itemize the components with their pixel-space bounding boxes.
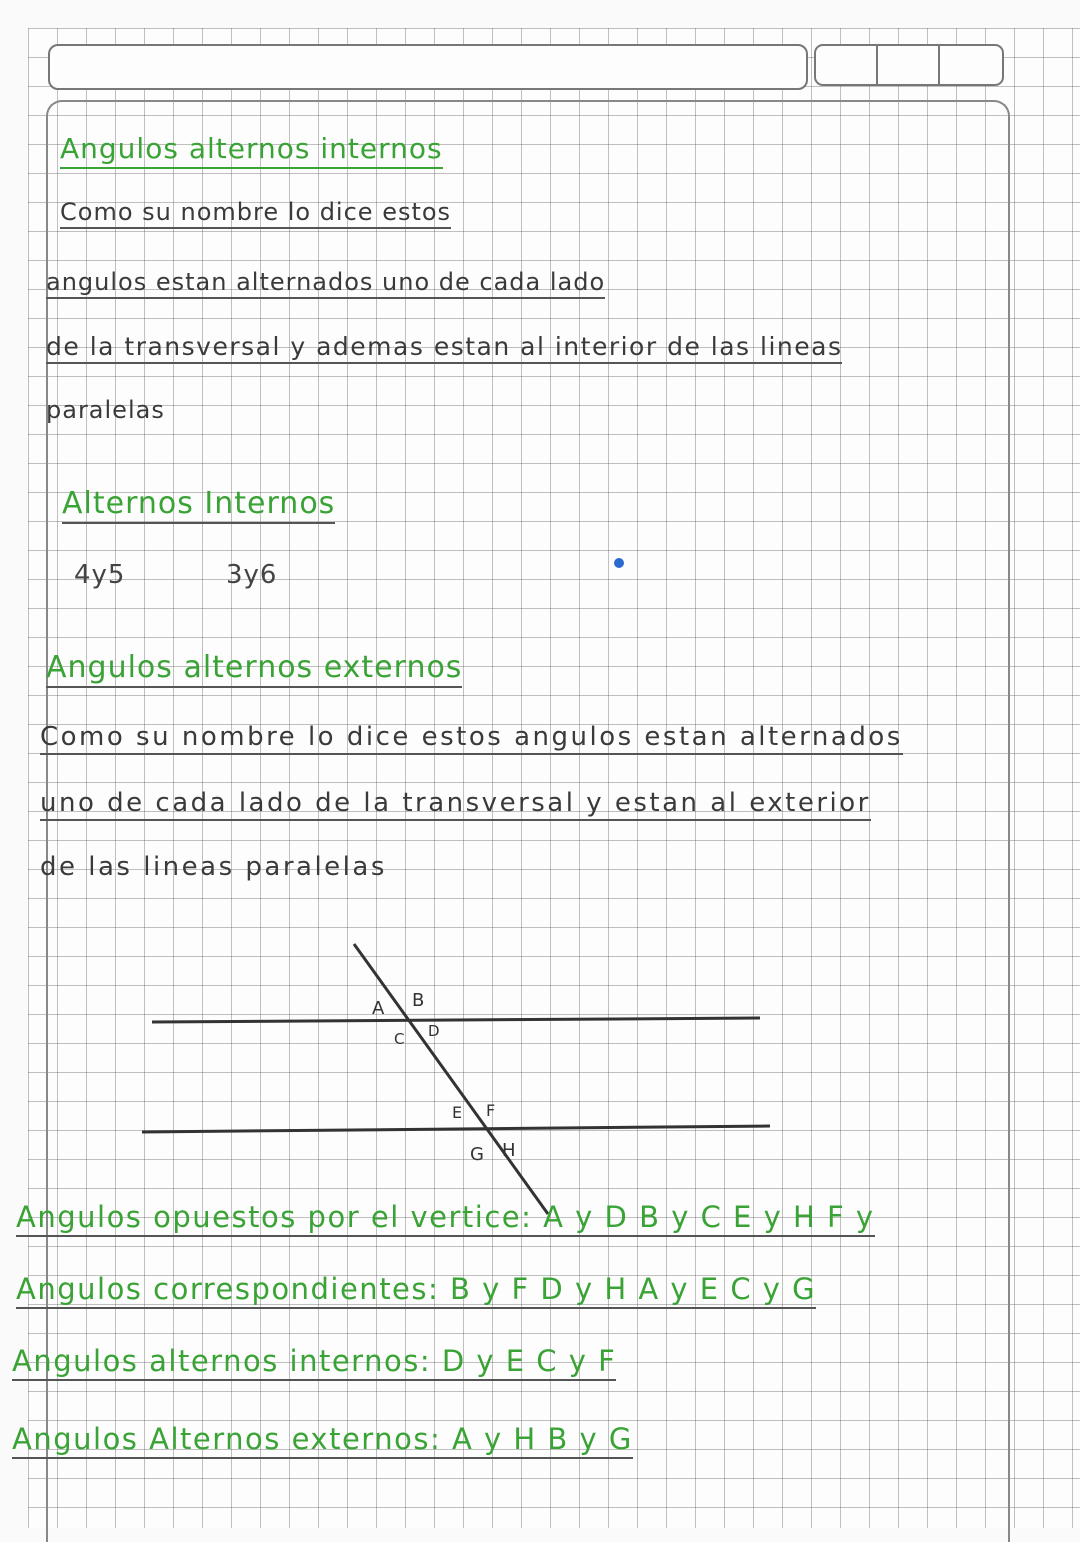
summary-label: Angulos alternos internos: <box>12 1344 432 1378</box>
text-line: de la transversal y ademas estan al interior de las lineas <box>46 332 842 364</box>
section-title-alternos-internos: Angulos alternos internos <box>60 132 443 169</box>
text-line: Como su nombre lo dice estos <box>60 198 451 229</box>
pair-value: 3y6 <box>226 560 278 590</box>
parallel-line-bottom <box>142 1126 770 1132</box>
angle-label-b: B <box>412 990 425 1011</box>
summary-row-correspondientes <box>16 1272 816 1309</box>
angle-label-f: F <box>486 1101 496 1120</box>
summary-label: Angulos correspondientes: <box>16 1272 440 1306</box>
summary-row-alternos-externos <box>12 1422 633 1459</box>
summary-values: A y H B y G <box>451 1422 633 1456</box>
pair-value: 4y5 <box>74 560 126 590</box>
transversal-line <box>354 944 548 1214</box>
summary-values: A y D B y C E y H F y <box>543 1200 875 1234</box>
parallel-line-top <box>152 1018 760 1022</box>
section-title-alternos-externos: Angulos alternos externos <box>46 650 462 688</box>
text-line: uno de cada lado de la transversal y estan al exterior <box>40 788 871 821</box>
text-line: paralelas <box>46 396 165 424</box>
summary-row-opuestos <box>16 1200 875 1237</box>
text-line: de las lineas paralelas <box>40 852 387 882</box>
angle-label-a: A <box>372 998 385 1019</box>
text-line: Como su nombre lo dice estos angulos estan alternados <box>40 722 903 755</box>
text-line: angulos estan alternados uno de cada lado <box>46 268 605 299</box>
summary-values: D y E C y F <box>441 1344 617 1378</box>
angle-label-c: C <box>394 1030 405 1048</box>
angle-label-g: G <box>470 1144 484 1165</box>
section-title-alternos-internos-pairs: Alternos Internos <box>62 486 335 524</box>
angle-label-d: D <box>428 1022 440 1040</box>
angle-label-h: H <box>502 1140 516 1161</box>
summary-values: B y F D y H A y E C y G <box>450 1272 817 1306</box>
summary-row-alternos-internos <box>12 1344 616 1381</box>
summary-label: Angulos opuestos por el vertice: <box>16 1200 533 1234</box>
angle-label-e: E <box>452 1103 463 1122</box>
summary-label: Angulos Alternos externos: <box>12 1422 442 1456</box>
